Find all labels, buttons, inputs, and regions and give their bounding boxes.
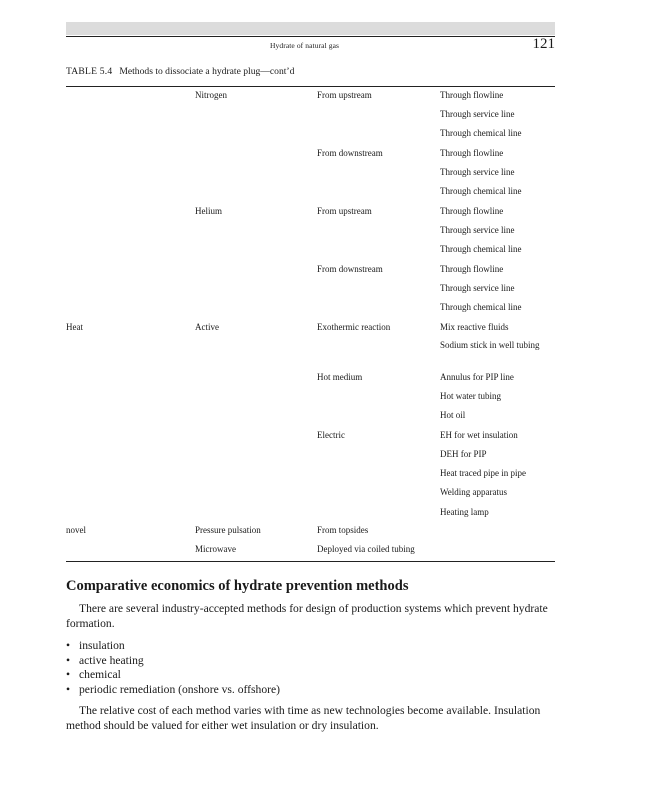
list-item-text: periodic remediation (onshore vs. offshore) [79,682,281,696]
intro-text: There are several industry-accepted methods for design of production systems which prevent hydrate formation. [66,602,548,630]
table-cell-col3: From topsides [317,525,369,535]
table-cell-col3: Deployed via coiled tubing [317,544,415,554]
table-cell-col2: Pressure pulsation [195,525,261,535]
list-item-text: chemical [79,668,121,681]
table-cell-col4: Mix reactive fluids [440,322,509,332]
table-cell-col4: Heat traced pipe in pipe [440,468,526,478]
table-cell-col3: From upstream [317,90,372,100]
table-cell-col4: Sodium stick in well tubing [440,340,540,350]
table-label: TABLE 5.4 [66,66,113,77]
page-number: 121 [532,36,555,52]
table-cell-col4: Through chemical line [440,302,522,312]
table-bottom-rule [66,561,555,562]
table-cell-col3: From downstream [317,264,383,274]
table-cell-col4: Through flowline [440,90,504,100]
list-item [66,683,555,698]
table-cell-col4: Hot oil [440,410,466,420]
list-item [66,668,555,683]
table-cell-col2: Microwave [195,544,236,554]
table-caption [66,66,294,77]
header-rule [66,36,555,37]
bullet-icon: • [66,639,71,652]
table-cell-col4: Through chemical line [440,244,522,254]
list-item [66,639,555,654]
table-cell-col2: Nitrogen [195,90,227,100]
table-cell-col3: Exothermic reaction [317,322,391,332]
bullet-icon: • [66,668,71,681]
table-cell-col3: Hot medium [317,372,363,382]
table-top-rule [66,86,555,87]
table-cell-col4: Through flowline [440,148,504,158]
table-cell-col4: Through chemical line [440,128,522,138]
table-cell-col4: Through flowline [440,264,504,274]
table-caption-text: Methods to dissociate a hydrate plug—cont’d [119,66,295,77]
table-cell-col4: Through service line [440,167,515,177]
bullet-icon: • [66,653,71,667]
table-cell-col4: EH for wet insulation [440,430,518,440]
table-cell-col2: Active [195,322,219,332]
table-cell-col4: Annulus for PIP line [440,372,514,382]
bullet-icon: • [66,682,71,696]
section-heading: Comparative economics of hydrate prevention methods [66,578,409,594]
table-cell-col4: DEH for PIP [440,449,487,459]
table-cell-col3: Electric [317,430,345,440]
table-cell-col4: Hot water tubing [440,391,501,401]
list-item [66,654,555,669]
table-cell-col3: From upstream [317,206,372,216]
table-cell-col4: Through service line [440,283,515,293]
table-cell-col4: Through service line [440,109,515,119]
intro-paragraph [66,602,555,631]
method-list [66,639,555,697]
table-cell-col4: Through service line [440,225,515,235]
table-cell-col1: novel [66,525,86,535]
list-item-text: active heating [79,653,144,667]
table-cell-col4: Welding apparatus [440,487,508,497]
closing-paragraph [66,704,555,733]
running-head: Hydrate of natural gas [270,41,340,50]
table-cell-col4: Through chemical line [440,186,522,196]
table-cell-col3: From downstream [317,148,383,158]
table-cell-col2: Helium [195,206,222,216]
table-cell-col4: Heating lamp [440,507,489,517]
page-top-band [66,22,555,35]
table-cell-col1: Heat [66,322,83,332]
closing-text: The relative cost of each method varies with time as new technologies become available. Insulation method should be valued for either wet insulation or dry insulation. [66,704,541,732]
table-cell-col4: Through flowline [440,206,504,216]
list-item-text: insulation [79,639,125,652]
